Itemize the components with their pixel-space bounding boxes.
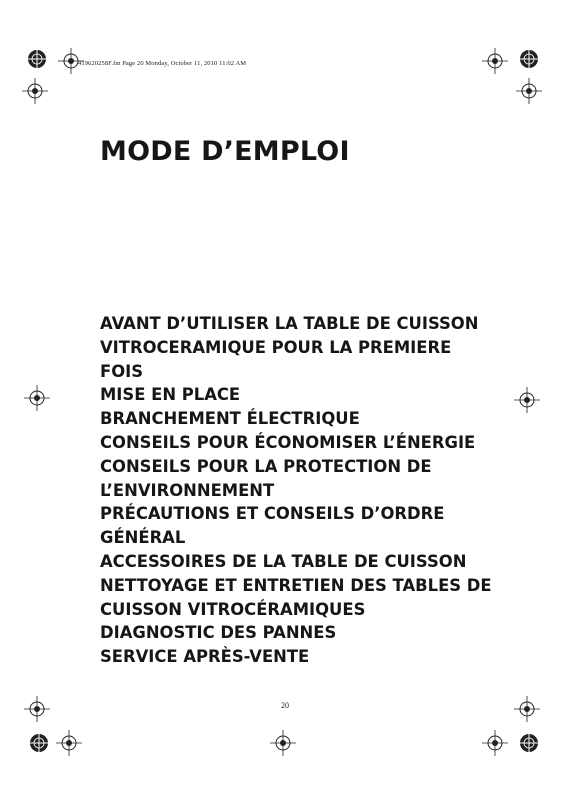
toc-item-service-apres-vente: SERVICE APRÈS-VENTE (100, 647, 310, 667)
page-title: MODE D’EMPLOI (100, 136, 350, 167)
registration-mark-bottom-left-side (24, 696, 50, 722)
toc-item-conseils-environnement: CONSEILS POUR LA PROTECTION DE L’ENVIRONNEMENT (100, 456, 432, 500)
registration-mark-top-left-inner (58, 48, 84, 74)
toc-item-precautions: PRÉCAUTIONS ET CONSEILS D’ORDRE GÉNÉRAL (100, 504, 445, 548)
crop-mark-bottom-left (26, 730, 52, 756)
table-of-contents (100, 312, 500, 669)
registration-mark-bottom-right-inner (482, 730, 508, 756)
registration-mark-middle-right (514, 387, 540, 413)
crop-mark-bottom-right (516, 730, 542, 756)
toc-item-mise-en-place: MISE EN PLACE (100, 385, 241, 405)
crop-mark-top-right (516, 46, 542, 72)
page-number: 20 (281, 701, 289, 710)
registration-mark-bottom-left-inner (56, 730, 82, 756)
toc-item-conseils-energie: CONSEILS POUR ÉCONOMISER L’ÉNERGIE (100, 432, 476, 452)
toc-item-nettoyage: NETTOYAGE ET ENTRETIEN DES TABLES DE CUISSON VITROCÉRAMIQUES (100, 575, 492, 619)
toc-item-branchement-electrique: BRANCHEMENT ÉLECTRIQUE (100, 409, 360, 429)
registration-mark-top-right-inner (482, 48, 508, 74)
registration-mark-middle-left (24, 385, 50, 411)
print-header-meta: 419620258F.fm Page 20 Monday, October 11, 2010 11:02 AM (78, 60, 247, 67)
toc-item-diagnostic: DIAGNOSTIC DES PANNES (100, 623, 337, 643)
registration-mark-top-right-side (516, 78, 542, 104)
crop-mark-top-left (24, 46, 50, 72)
toc-item-accessoires: ACCESSOIRES DE LA TABLE DE CUISSON (100, 551, 467, 571)
registration-mark-bottom-center (270, 730, 296, 756)
registration-mark-top-left-side (22, 78, 48, 104)
toc-item-avant-utiliser: AVANT D’UTILISER LA TABLE DE CUISSON VITROCERAMIQUE POUR LA PREMIERE FOIS (100, 314, 479, 381)
registration-mark-bottom-right-side (514, 696, 540, 722)
